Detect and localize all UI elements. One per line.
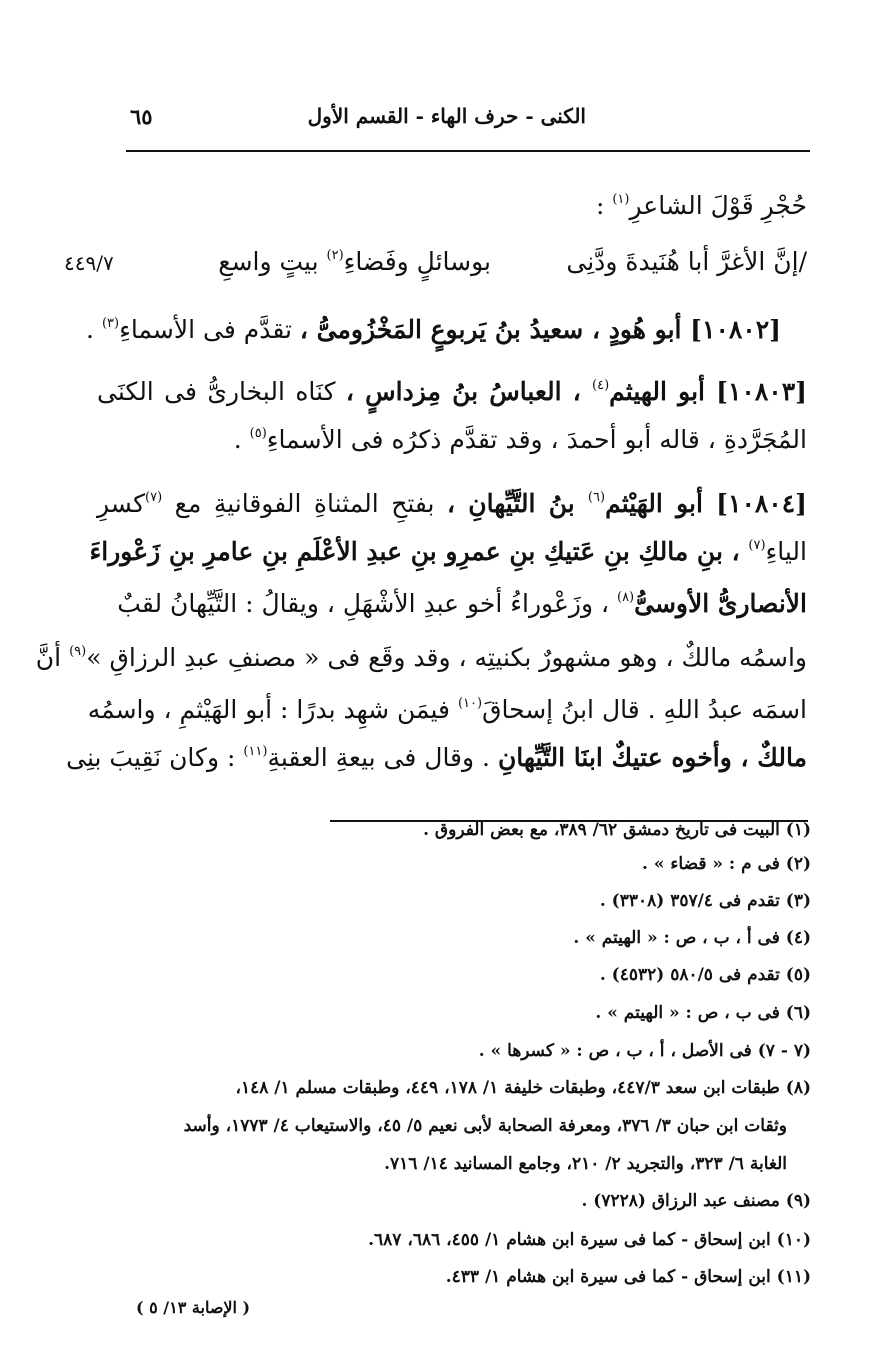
verse-line — [64, 247, 807, 291]
verse-hemistich-2: بوسائلٍ وفَضاءِ$^{(٢)}$ بيتٍ واسعِ — [218, 247, 491, 276]
footnote-3: (٣) تقدم فى ٣٥٧/٤ (٣٣٠٨) . — [599, 891, 811, 911]
entry-10804-line-5: اسمَه عبدُ اللهِ . قال ابنُ إسحاقَ$^{(١٠)}$ فيمَن شهِد بدرًا : أبو الهَيْثمِ ، واسمُه — [87, 695, 807, 724]
footnote-11: (١١) ابن إسحاق - كما فى سيرة ابن هشام ١/ ٤٣٣. — [445, 1267, 811, 1287]
footnote-8-cont-1: وثقات ابن حبان ٣/ ٣٧٦، ومعرفة الصحابة لأبى نعيم ٥/ ٤٥، والاستيعاب ٤/ ١٧٧٣، وأسد — [183, 1116, 787, 1136]
running-title: الكنى - حرف الهاء - القسم الأول — [307, 104, 586, 128]
footnote-ref: (٦) — [587, 490, 606, 505]
footnote-5: (٥) تقدم فى ٥٨٠/٥ (٤٥٣٢) . — [599, 965, 811, 985]
footnote-1: (١) البيت فى تاريخ دمشق ٦٢/ ٣٨٩، مع بعض الفروق . — [423, 820, 811, 840]
signature-mark: ( الإصابة ١٣/ ٥ ) — [136, 1298, 251, 1317]
entry-10802: [١٠٨٠٢] أبو هُودٍ ، سعيدُ بنُ يَربوعٍ المَخْزُومىُّ ، تقدَّم فى الأسماءِ$^{(٣)}$ . — [86, 315, 781, 344]
entry-10804-line-2: الياءِ$^{(٧)}$ ، بنِ مالكِ بنِ عَتيكِ بنِ عمرِو بنِ عبدِ الأعْلَمِ بنِ عامرِ بنِ زَعْوراءَ — [89, 537, 807, 566]
footnote-ref: (١١) — [243, 744, 268, 759]
verse-hemistich-1: /إنَّ الأغرَّ أبا هُنَيدةَ ودَّنِى — [566, 247, 807, 276]
footnote-10: (١٠) ابن إسحاق - كما فى سيرة ابن هشام ١/ ٤٥٥، ٦٨٦، ٦٨٧. — [368, 1230, 811, 1250]
footnote-8-cont-2: الغابة ٦/ ٣٢٣، والتجريد ٢/ ٢١٠، وجامع المسانيد ١٤/ ٧١٦. — [384, 1154, 787, 1174]
footnote-ref: (٥) — [249, 426, 267, 441]
footnote-4: (٤) فى أ ، ب ، ص : « الهيتم » . — [573, 928, 811, 948]
footnote-ref: (٩) — [69, 644, 87, 659]
footnote-ref: (٨) — [616, 590, 635, 605]
footnote-6: (٦) فى ب ، ص : « الهيتم » . — [595, 1003, 811, 1023]
footnote-ref: (٧) — [748, 538, 766, 553]
footnote-ref: (٣) — [101, 316, 120, 331]
footnote-ref: (٢) — [326, 248, 344, 263]
footnote-ref: (١) — [612, 192, 630, 207]
footnote-8: (٨) طبقات ابن سعد ٤٤٧/٣، وطبقات خليفة ١/ ١٧٨، ٤٤٩، وطبقات مسلم ١/ ١٤٨، — [235, 1078, 811, 1098]
entry-10804-line-1: [١٠٨٠٤] أبو الهَيْثم$^{(٦)}$ بنُ التَّيِّهانِ ، بفتحِ المثناةِ الفوقانيةِ مع $^{(٧)}$كسرِ — [97, 489, 807, 518]
intro-line: حُجْرِ قَوْلَ الشاعرِ$^{(١)}$ : — [595, 191, 807, 220]
running-header — [130, 104, 810, 138]
footnote-ref: (١٠) — [457, 696, 483, 711]
header-rule — [126, 150, 810, 152]
page-number: ٦٥ — [130, 104, 153, 129]
footnote-2: (٢) فى م : « قضاء » . — [642, 854, 811, 874]
entry-10803-line-2: المُجَرَّدةِ ، قاله أبو أحمدَ ، وقد تقدَّم ذكرُه فى الأسماءِ$^{(٥)}$ . — [233, 425, 807, 454]
footnote-ref: (٧) — [145, 490, 163, 505]
entry-10803-line-1: [١٠٨٠٣] أبو الهيثم$^{(٤)}$ ، العباسُ بنُ مِزداسٍ ، كنَاه البخارىُّ فى الكنَى — [97, 377, 807, 406]
entry-10804-line-6: مالكٌ ، وأخوه عتيكٌ ابنَا التَّيِّهانِ . وقال فى بيعةِ العقبةِ$^{(١١)}$ : وكان نَقِيبَ بنِى — [66, 743, 807, 772]
footnote-ref: (٤) — [592, 378, 610, 393]
entry-10804-line-3: الأنصارىُّ الأوسىُّ$^{(٨)}$ ، وزَعْوراءُ أخو عبدِ الأشْهَلِ ، ويقالُ : التَّيِّهانُ لقبٌ — [117, 589, 807, 618]
footnote-9: (٩) مصنف عبد الرزاق (٧٢٢٨) . — [581, 1191, 811, 1211]
entry-10804-line-4: واسمُه مالكٌ ، وهو مشهورٌ بكنيتِه ، وقد وقَع فى « مصنفِ عبدِ الرزاقِ »$^{(٩)}$ أنَّ — [35, 643, 807, 672]
margin-reference: ٤٤٩/٧ — [64, 251, 114, 275]
footnote-7: (٧ - ٧) فى الأصل ، أ ، ب ، ص : « كسرها » . — [478, 1041, 811, 1061]
